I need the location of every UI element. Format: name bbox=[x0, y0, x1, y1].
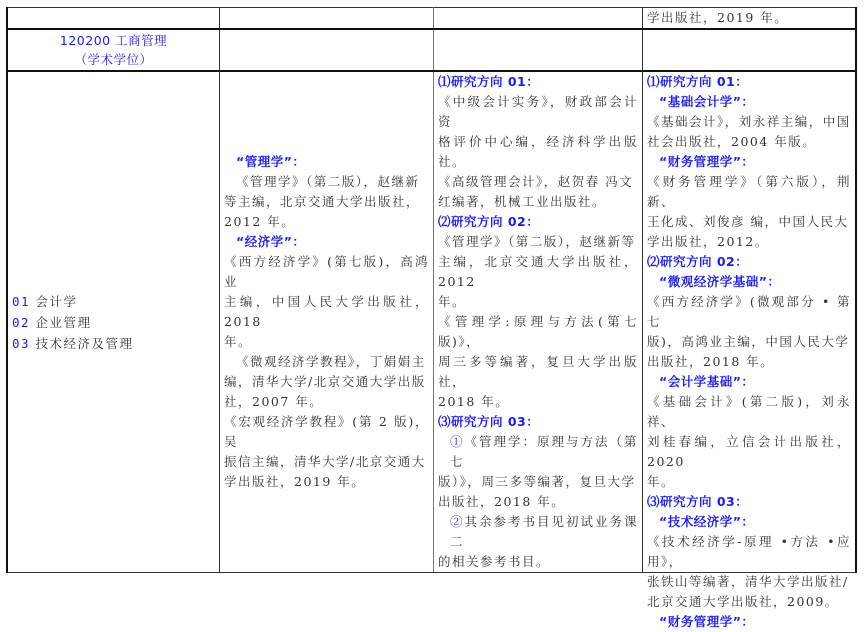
book-line: 刘桂春编，立信会计出版社，2020 bbox=[647, 434, 851, 469]
book-line: 学出版社，2012。 bbox=[647, 234, 769, 249]
subject-heading: “会计学基础”： bbox=[659, 374, 755, 389]
direction-heading: ⑴研究方向 01： bbox=[438, 74, 540, 89]
direction-item: 01 会计学 bbox=[12, 293, 78, 309]
reference-books-table bbox=[6, 7, 857, 629]
cell-empty bbox=[643, 29, 857, 71]
book-line: 社，2007 年。 bbox=[224, 394, 324, 409]
book-line: 《财务管理学》（第六版），荆新、 bbox=[647, 174, 851, 209]
book-line: 等主编，北京交通大学出版社， bbox=[224, 194, 421, 209]
book-line: 年。 bbox=[647, 474, 676, 489]
book-line: 《西方经济学》(第七版)，高鸿业 bbox=[224, 254, 429, 289]
direction-heading: ⑵研究方向 02： bbox=[647, 254, 749, 269]
same-level-books-cell bbox=[643, 71, 857, 629]
subject-heading: “经济学”： bbox=[236, 234, 306, 249]
book-line: 《西方经济学》(微观部分 • 第七 bbox=[647, 294, 851, 329]
direction-heading: ⑶研究方向 03： bbox=[438, 414, 540, 429]
subject-heading: “管理学”： bbox=[236, 154, 306, 169]
book-line: 2012 年。 bbox=[224, 214, 296, 229]
direction-heading: ⑵研究方向 02： bbox=[438, 214, 540, 229]
book-line: 编，清华大学/北京交通大学出版 bbox=[224, 374, 426, 389]
table-row bbox=[7, 29, 856, 71]
book-line: 张铁山等编著，清华大学出版社/ bbox=[647, 574, 849, 589]
cell-empty bbox=[220, 29, 434, 71]
book-line: 《中级会计实务》，财政部会计资 bbox=[438, 94, 638, 129]
book-line: 《技术经济学-原理 •方法 •应用》， bbox=[647, 534, 851, 569]
book-line: 主编，北京交通大学出版社，2012 bbox=[438, 254, 638, 289]
book-line: 2018 年。 bbox=[438, 394, 510, 409]
book-line: 《高级管理会计》，赵贺春 冯文 bbox=[438, 174, 634, 189]
retest-books-cell bbox=[434, 71, 643, 573]
subject-heading: “微观经济学基础”： bbox=[659, 274, 781, 289]
cell-empty bbox=[434, 8, 643, 30]
book-line: 北京交通大学出版社，2009。 bbox=[647, 594, 839, 609]
book-line: ①《管理学：原理与方法（第七 bbox=[450, 434, 638, 469]
book-line: 《宏观经济学教程》(第 2 版)，吴 bbox=[224, 414, 429, 449]
book-line: 主编，中国人民大学出版社，2018 bbox=[224, 294, 429, 329]
book-line: 版）》，周三多等编著，复旦大学 bbox=[438, 474, 636, 489]
book-line: 《微观经济学教程》，丁娟娟主 bbox=[236, 354, 426, 369]
circled-number-1: ① bbox=[450, 434, 465, 449]
direction-item: 03 技术经济及管理 bbox=[12, 335, 134, 351]
book-line: 《管理学:原理与方法(第七版)》， bbox=[438, 314, 638, 349]
book-line: 年。 bbox=[438, 294, 467, 309]
book-line: 年。 bbox=[224, 334, 253, 349]
book-line: 出版社，2018 年。 bbox=[438, 494, 566, 509]
book-line: 《管理学》（第二版），赵继新等 bbox=[438, 234, 636, 249]
major-code-name: 120200 工商管理 bbox=[59, 33, 168, 48]
direction-item: 02 企业管理 bbox=[12, 314, 92, 330]
book-line: 振信主编，清华大学/北京交通大 bbox=[224, 454, 426, 469]
cell-content bbox=[647, 72, 851, 629]
subject-heading: “财务管理学”： bbox=[659, 154, 755, 169]
cell-empty bbox=[7, 8, 220, 30]
research-directions-cell bbox=[7, 71, 220, 573]
book-line: ②其余参考书目见初试业务课二 bbox=[450, 514, 638, 549]
cell-empty bbox=[434, 29, 643, 71]
book-line: 出版社，2018 年。 bbox=[647, 354, 775, 369]
book-line: 的相关参考书目。 bbox=[438, 554, 551, 569]
book-line: 格评价中心编，经济科学出版社。 bbox=[438, 134, 638, 169]
book-line: 王化成、刘俊彦 编，中国人民大 bbox=[647, 214, 849, 229]
book-line: 周三多等编著，复旦大学出版社， bbox=[438, 354, 638, 389]
table-row bbox=[7, 71, 856, 573]
table-row bbox=[7, 8, 856, 30]
cell-continued-text: 学出版社，2019 年。 bbox=[643, 8, 857, 30]
direction-heading: ⑴研究方向 01： bbox=[647, 74, 749, 89]
exam-subjects-books-cell bbox=[220, 71, 434, 573]
subject-heading: “技术经济学”： bbox=[659, 514, 755, 529]
book-line: 社会出版社，2004 年版。 bbox=[647, 134, 817, 149]
subject-heading: “财务管理学”： bbox=[659, 614, 755, 629]
book-line: 《基础会计》，刘永祥主编，中国 bbox=[647, 114, 851, 129]
book-line: 版)，高鸿业主编，中国人民大学 bbox=[647, 334, 850, 349]
book-line: 《管理学》（第二版），赵继新 bbox=[236, 174, 420, 189]
book-line: 红编著，机械工业出版社。 bbox=[438, 194, 607, 209]
major-degree-type: （学术学位） bbox=[74, 52, 153, 67]
major-cell bbox=[7, 29, 220, 71]
book-line: 《基础会计》(第二版)，刘永祥、 bbox=[647, 394, 851, 429]
subject-heading: “基础会计学”： bbox=[659, 94, 755, 109]
book-line: 学出版社，2019 年。 bbox=[224, 474, 366, 489]
direction-heading: ⑶研究方向 03： bbox=[647, 494, 749, 509]
circled-number-2: ② bbox=[450, 514, 465, 529]
cell-empty bbox=[220, 8, 434, 30]
